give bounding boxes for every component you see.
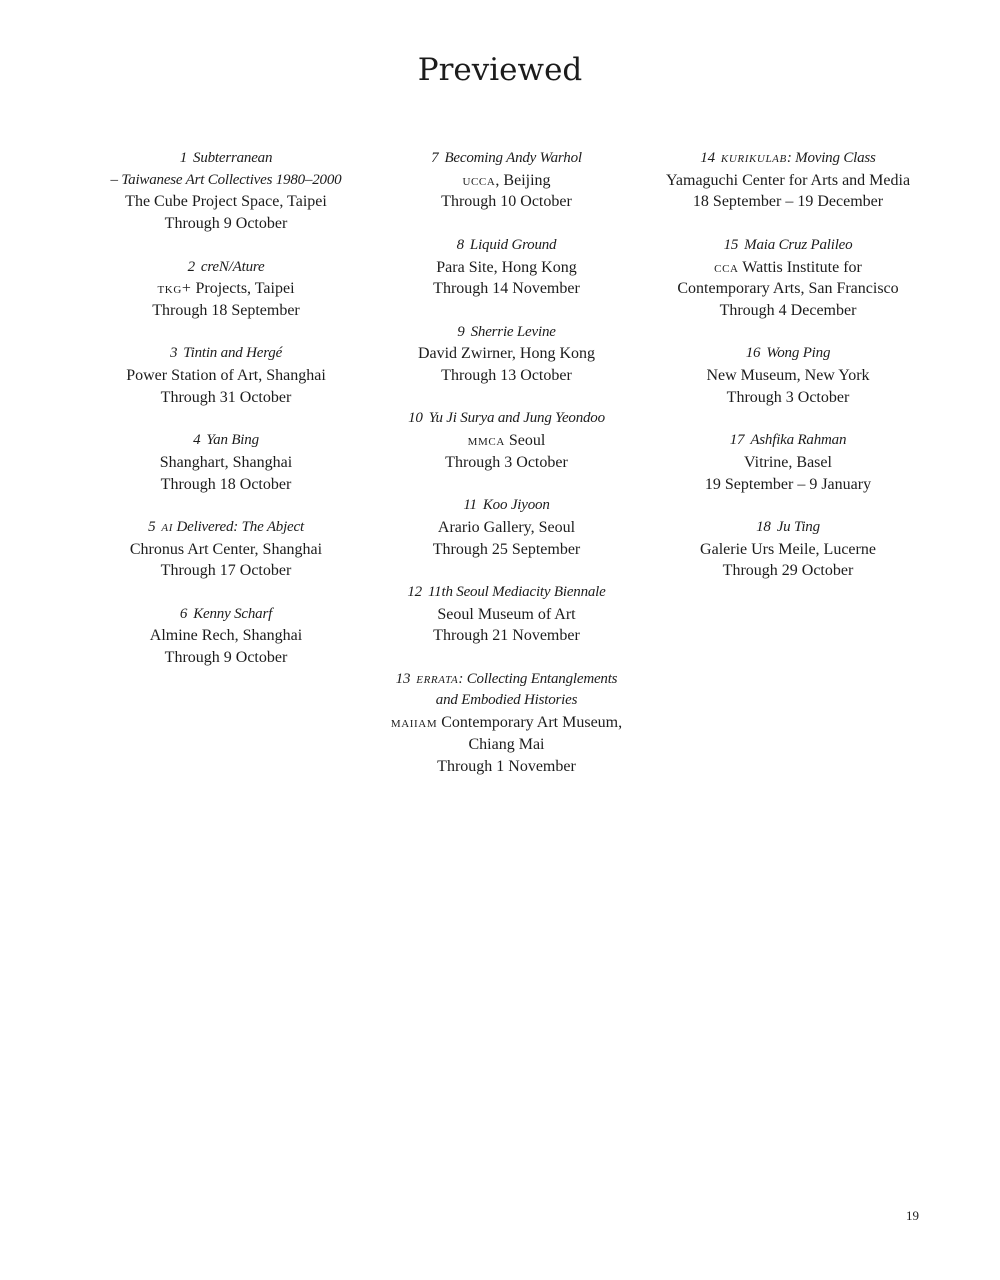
exhibition-title bbox=[366, 148, 647, 170]
exhibition-dates: Through 13 October bbox=[441, 367, 572, 384]
text-segment: Seoul Museum of Art bbox=[437, 605, 576, 623]
exhibition-entry bbox=[366, 495, 647, 560]
exhibition-venue bbox=[95, 539, 357, 561]
exhibition-dates: Through 18 October bbox=[160, 475, 292, 493]
text-segment: Yamaguchi Center for Arts and Media bbox=[665, 171, 911, 189]
exhibition-title bbox=[652, 235, 924, 257]
entry-number: 7 bbox=[431, 150, 439, 166]
entry-number: 4 bbox=[193, 432, 201, 449]
entry-number: 1 bbox=[179, 150, 188, 166]
exhibition-title bbox=[366, 669, 647, 691]
text-segment: , Beijing bbox=[495, 171, 551, 189]
exhibition-entry bbox=[652, 430, 924, 495]
exhibition-venue bbox=[366, 430, 647, 452]
entry-number: 15 bbox=[723, 236, 739, 253]
exhibition-entry bbox=[95, 257, 357, 322]
exhibition-title bbox=[366, 495, 647, 517]
text-segment: Galerie Urs Meile, Lucerne bbox=[700, 540, 876, 558]
acronym: ai bbox=[161, 518, 173, 535]
exhibition-dates: Through 14 November bbox=[433, 280, 580, 298]
exhibition-dates: Through 1 November bbox=[437, 757, 576, 775]
exhibition-title bbox=[95, 343, 357, 365]
entry-number: 18 bbox=[756, 518, 771, 535]
exhibition-venue bbox=[366, 604, 647, 626]
exhibition-venue bbox=[366, 517, 647, 539]
exhibition-title bbox=[95, 604, 357, 626]
exhibition-venue bbox=[95, 191, 357, 213]
exhibition-title bbox=[95, 148, 357, 170]
text-segment: Sherrie Levine bbox=[470, 323, 556, 340]
entry-number: 8 bbox=[456, 236, 464, 253]
acronym: mmca bbox=[467, 432, 505, 450]
exhibition-dates: Through 9 October bbox=[164, 215, 288, 233]
text-segment: Maia Cruz Palileo bbox=[744, 236, 853, 253]
listing-column-3 bbox=[652, 148, 924, 604]
exhibition-entry bbox=[652, 343, 924, 408]
exhibition-entry bbox=[652, 235, 924, 322]
text-segment: Ashfika Rahman bbox=[750, 432, 847, 449]
exhibition-dates: Through 3 October bbox=[445, 453, 568, 471]
text-segment: : Collecting Entanglements bbox=[458, 670, 618, 687]
text-segment: Delivered: The Abject bbox=[172, 518, 304, 535]
exhibition-title bbox=[95, 257, 357, 279]
entry-number: 10 bbox=[408, 410, 423, 427]
exhibition-title bbox=[652, 517, 924, 539]
entry-number: 14 bbox=[700, 150, 715, 166]
exhibition-dates: Through 25 September bbox=[432, 540, 581, 558]
page-number: 19 bbox=[906, 1208, 919, 1223]
exhibition-entry bbox=[366, 408, 647, 473]
acronym: errata bbox=[416, 670, 459, 687]
exhibition-entry bbox=[95, 517, 357, 582]
entry-number: 17 bbox=[729, 432, 745, 449]
exhibition-entry bbox=[366, 669, 647, 778]
exhibition-entry bbox=[366, 235, 647, 300]
text-segment: Yan Bing bbox=[206, 432, 259, 449]
exhibition-dates: Through 31 October bbox=[160, 388, 292, 406]
acronym: kurikulab bbox=[720, 150, 787, 166]
exhibition-entry bbox=[95, 148, 357, 235]
exhibition-dates: Through 4 December bbox=[719, 301, 857, 319]
entry-number: 11 bbox=[463, 497, 477, 514]
exhibition-entry bbox=[95, 343, 357, 408]
text-segment: Projects, Taipei bbox=[191, 280, 295, 298]
exhibition-dates: Through 18 September bbox=[152, 301, 300, 319]
exhibition-title bbox=[95, 170, 357, 192]
listing-column-1 bbox=[95, 148, 357, 690]
entry-number: 6 bbox=[179, 605, 188, 622]
text-segment: Yu Ji Surya and Jung Yeondoo bbox=[428, 410, 605, 427]
entry-number: 9 bbox=[457, 323, 465, 340]
text-segment: Becoming Andy Warhol bbox=[444, 150, 582, 166]
exhibition-title bbox=[366, 690, 647, 712]
text-segment: Almine Rech, Shanghai bbox=[149, 627, 303, 645]
text-segment: creN/Ature bbox=[200, 258, 265, 275]
listing-column-2 bbox=[366, 148, 647, 799]
text-segment: Power Station of Art, Shanghai bbox=[126, 367, 326, 384]
entry-number: 16 bbox=[745, 345, 761, 362]
text-segment: Tintin and Hergé bbox=[183, 345, 283, 362]
exhibition-entry bbox=[652, 517, 924, 582]
exhibition-dates: Through 3 October bbox=[726, 388, 850, 406]
exhibition-dates: Through 9 October bbox=[164, 649, 288, 667]
exhibition-entry bbox=[95, 430, 357, 495]
exhibition-dates: 19 September – 9 January bbox=[704, 475, 872, 493]
exhibition-title bbox=[366, 582, 647, 604]
exhibition-venue bbox=[652, 539, 924, 561]
exhibition-venue bbox=[652, 170, 924, 192]
exhibition-title bbox=[95, 430, 357, 452]
exhibition-dates: Through 29 October bbox=[722, 562, 854, 580]
entry-number: 12 bbox=[407, 583, 422, 600]
text-segment: : Moving Class bbox=[786, 150, 876, 166]
text-segment: Seoul bbox=[504, 432, 546, 450]
text-segment: Shanghart, Shanghai bbox=[159, 453, 293, 471]
exhibition-venue bbox=[366, 734, 647, 756]
exhibition-venue bbox=[652, 278, 924, 300]
text-segment: Koo Jiyoon bbox=[482, 497, 550, 514]
text-segment: Vitrine, Basel bbox=[744, 453, 832, 471]
exhibition-dates: Through 21 November bbox=[433, 627, 580, 645]
text-segment: Subterranean bbox=[193, 150, 273, 166]
exhibition-venue bbox=[366, 712, 647, 734]
exhibition-venue bbox=[652, 452, 924, 474]
acronym: ucca bbox=[462, 171, 496, 189]
exhibition-title bbox=[652, 430, 924, 452]
acronym: cca bbox=[714, 258, 739, 276]
text-segment: Chiang Mai bbox=[468, 735, 545, 753]
text-segment: – Taiwanese Art Collectives 1980–2000 bbox=[110, 171, 342, 188]
exhibition-entry bbox=[366, 322, 647, 387]
exhibition-title bbox=[366, 235, 647, 257]
text-segment: Ju Ting bbox=[776, 518, 820, 535]
exhibition-title bbox=[652, 148, 924, 170]
page-title: Previewed bbox=[417, 52, 583, 88]
exhibition-venue bbox=[652, 365, 924, 387]
exhibition-title bbox=[366, 322, 647, 344]
text-segment: Wong Ping bbox=[766, 345, 831, 362]
text-segment: The Cube Project Space, Taipei bbox=[125, 193, 327, 211]
acronym: maiiam bbox=[390, 714, 438, 732]
exhibition-title bbox=[652, 343, 924, 365]
exhibition-venue bbox=[652, 257, 924, 279]
text-segment: Contemporary Arts, San Francisco bbox=[677, 280, 899, 298]
exhibition-entry bbox=[95, 604, 357, 669]
exhibition-venue bbox=[95, 625, 357, 647]
text-segment: Chronus Art Center, Shanghai bbox=[129, 540, 323, 558]
text-segment: Kenny Scharf bbox=[193, 605, 273, 622]
exhibition-title bbox=[366, 408, 647, 430]
text-segment: Liquid Ground bbox=[469, 236, 557, 253]
exhibition-title bbox=[95, 517, 357, 539]
exhibition-venue bbox=[366, 343, 647, 365]
entry-number: 3 bbox=[169, 345, 178, 362]
exhibition-venue bbox=[95, 365, 357, 387]
text-segment: Contemporary Art Museum, bbox=[437, 714, 623, 732]
exhibition-entry bbox=[366, 148, 647, 213]
acronym: tkg+ bbox=[157, 280, 192, 298]
text-segment: Para Site, Hong Kong bbox=[436, 258, 577, 276]
text-segment: Arario Gallery, Seoul bbox=[437, 518, 576, 536]
text-segment: and Embodied Histories bbox=[435, 692, 578, 709]
exhibition-entry bbox=[366, 582, 647, 647]
exhibition-dates: Through 10 October bbox=[441, 193, 572, 211]
exhibition-entry bbox=[652, 148, 924, 213]
exhibition-dates: Through 17 October bbox=[160, 562, 292, 580]
text-segment: 11th Seoul Mediacity Biennale bbox=[427, 583, 606, 600]
entry-number: 5 bbox=[148, 518, 156, 535]
exhibition-venue bbox=[366, 170, 647, 192]
exhibition-venue bbox=[366, 257, 647, 279]
text-segment: Wattis Institute for bbox=[738, 258, 862, 276]
entry-number: 13 bbox=[395, 670, 411, 687]
text-segment: New Museum, New York bbox=[706, 367, 870, 384]
exhibition-venue bbox=[95, 452, 357, 474]
entry-number: 2 bbox=[187, 258, 195, 275]
text-segment: David Zwirner, Hong Kong bbox=[417, 345, 596, 363]
exhibition-dates: 18 September – 19 December bbox=[692, 193, 884, 211]
exhibition-venue bbox=[95, 278, 357, 300]
